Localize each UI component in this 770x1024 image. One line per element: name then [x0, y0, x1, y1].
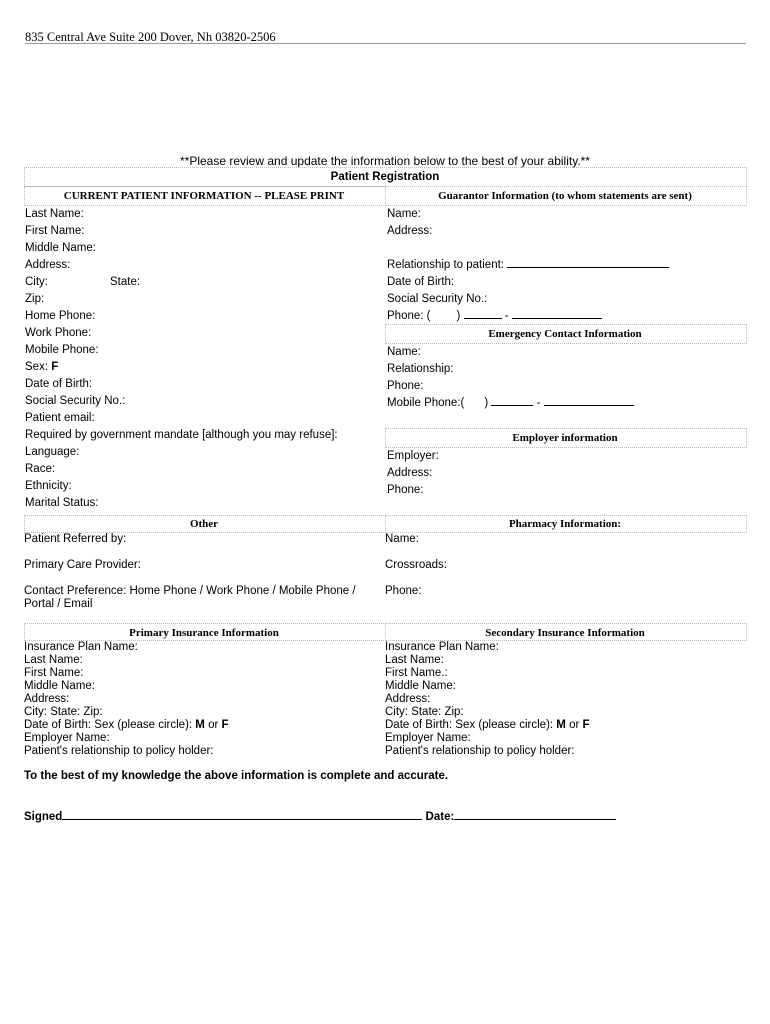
employer-address[interactable]: Address: — [387, 467, 433, 479]
emergency-relationship[interactable]: Relationship: — [387, 363, 454, 375]
patient-ethnicity[interactable]: Ethnicity: — [25, 480, 72, 492]
government-mandate-note: Required by government mandate [although you may refuse]: — [25, 429, 338, 441]
primary-dob-sex[interactable]: Date of Birth: Sex (please circle): — [24, 719, 193, 731]
emergency-mobile-label: Mobile Phone:( — [387, 397, 465, 409]
patient-dob[interactable]: Date of Birth: — [25, 378, 93, 390]
employer-name[interactable]: Employer: — [387, 450, 439, 462]
emergency-name[interactable]: Name: — [387, 346, 421, 358]
other-heading: Other — [189, 518, 219, 530]
practice-address: 835 Central Ave Suite 200 Dover, Nh 03820-2506 — [25, 30, 276, 44]
guarantor-phone-number-line[interactable] — [512, 308, 602, 319]
emergency-heading: Emergency Contact Information — [488, 328, 642, 340]
patient-last-name[interactable]: Last Name: — [25, 208, 84, 220]
primary-middle-name[interactable]: Middle Name: — [24, 680, 95, 692]
pharmacy-heading: Pharmacy Information: — [508, 518, 622, 530]
patient-ssn[interactable]: Social Security No.: — [25, 395, 126, 407]
secondary-sex-or: or — [569, 719, 580, 731]
patient-state[interactable]: State: — [110, 276, 141, 288]
signature-line[interactable] — [62, 808, 422, 820]
patient-email[interactable]: Patient email: — [25, 412, 95, 424]
pharmacy-phone[interactable]: Phone: — [385, 585, 422, 597]
patient-mobile-phone[interactable]: Mobile Phone: — [25, 344, 99, 356]
secondary-city-state-zip[interactable]: City: State: Zip: — [385, 706, 464, 718]
primary-plan-name[interactable]: Insurance Plan Name: — [24, 641, 138, 653]
secondary-sex-f[interactable]: F — [582, 719, 590, 731]
patient-sex-label: Sex: — [25, 361, 49, 373]
attestation-statement: To the best of my knowledge the above information is complete and accurate. — [24, 770, 449, 782]
secondary-address[interactable]: Address: — [385, 693, 431, 705]
primary-first-name[interactable]: First Name: — [24, 667, 84, 679]
secondary-middle-name[interactable]: Middle Name: — [385, 680, 456, 692]
guarantor-address[interactable]: Address: — [387, 225, 433, 237]
patient-city[interactable]: City: — [25, 276, 48, 288]
guarantor-phone-dash: - — [504, 310, 509, 322]
signature-row — [24, 808, 616, 823]
patient-language[interactable]: Language: — [25, 446, 80, 458]
primary-employer[interactable]: Employer Name: — [24, 732, 110, 744]
patient-home-phone[interactable]: Home Phone: — [25, 310, 96, 322]
primary-city-state-zip[interactable]: City: State: Zip: — [24, 706, 103, 718]
patient-city-state-row — [25, 274, 338, 291]
emergency-phone[interactable]: Phone: — [387, 380, 424, 392]
patient-work-phone[interactable]: Work Phone: — [25, 327, 92, 339]
header-divider — [25, 43, 746, 44]
patient-middle-name[interactable]: Middle Name: — [25, 242, 96, 254]
emergency-mobile-dash: - — [536, 397, 541, 409]
emergency-mobile-paren: ) — [484, 397, 489, 409]
pharmacy-crossroads[interactable]: Crossroads: — [385, 559, 447, 571]
secondary-insurance-heading: Secondary Insurance Information — [485, 627, 645, 639]
primary-sex-or: or — [208, 719, 219, 731]
guarantor-ssn[interactable]: Social Security No.: — [387, 293, 488, 305]
employer-phone[interactable]: Phone: — [387, 484, 424, 496]
primary-relationship[interactable]: Patient's relationship to policy holder: — [24, 745, 214, 757]
secondary-last-name[interactable]: Last Name: — [385, 654, 444, 666]
guarantor-phone-prefix-line[interactable] — [464, 308, 502, 319]
guarantor-relationship-line[interactable] — [507, 257, 669, 268]
primary-last-name[interactable]: Last Name: — [24, 654, 83, 666]
primary-address[interactable]: Address: — [24, 693, 70, 705]
contact-preference-line2[interactable]: Portal / Email — [24, 598, 93, 610]
patient-marital-status[interactable]: Marital Status: — [25, 497, 99, 509]
patient-race[interactable]: Race: — [25, 463, 56, 475]
primary-sex-m[interactable]: M — [195, 719, 205, 731]
emergency-mobile-number-line[interactable] — [544, 395, 634, 406]
guarantor-relationship-row — [387, 257, 669, 274]
signed-label: Signed — [24, 811, 63, 823]
secondary-dob-sex[interactable]: Date of Birth: Sex (please circle): — [385, 719, 554, 731]
emergency-mobile-prefix-line[interactable] — [491, 395, 533, 406]
patient-first-name[interactable]: First Name: — [25, 225, 85, 237]
pharmacy-name[interactable]: Name: — [385, 533, 419, 545]
primary-care-provider[interactable]: Primary Care Provider: — [24, 559, 141, 571]
patient-zip[interactable]: Zip: — [25, 293, 45, 305]
secondary-first-name[interactable]: First Name.: — [385, 667, 448, 679]
secondary-plan-name[interactable]: Insurance Plan Name: — [385, 641, 499, 653]
secondary-dob-sex-row — [385, 719, 590, 732]
date-line[interactable] — [454, 808, 616, 820]
employer-heading: Employer information — [512, 432, 618, 444]
contact-preference-line1[interactable]: Contact Preference: Home Phone / Work Phone / Mobile Phone / — [24, 585, 356, 597]
secondary-employer[interactable]: Employer Name: — [385, 732, 471, 744]
guarantor-heading: Guarantor Information (to whom statements are sent) — [438, 190, 692, 202]
form-title: Patient Registration — [330, 171, 440, 183]
primary-sex-f[interactable]: F — [221, 719, 229, 731]
guarantor-phone-label: Phone: ( — [387, 310, 431, 322]
patient-address[interactable]: Address: — [25, 259, 71, 271]
guarantor-phone-row — [387, 308, 669, 325]
referred-by[interactable]: Patient Referred by: — [24, 533, 127, 545]
date-label: Date: — [425, 811, 455, 823]
secondary-sex-m[interactable]: M — [556, 719, 566, 731]
guarantor-dob[interactable]: Date of Birth: — [387, 276, 455, 288]
primary-insurance-heading: Primary Insurance Information — [129, 627, 279, 639]
patient-sex-value[interactable]: F — [51, 361, 59, 373]
guarantor-phone-paren: ) — [456, 310, 461, 322]
intro-text: **Please review and update the information below to the best of your ability.** — [179, 154, 591, 168]
guarantor-name[interactable]: Name: — [387, 208, 421, 220]
secondary-relationship[interactable]: Patient's relationship to policy holder: — [385, 745, 575, 757]
emergency-mobile-row — [387, 395, 634, 412]
guarantor-relationship[interactable]: Relationship to patient: — [387, 259, 504, 271]
patient-sex-row — [25, 359, 338, 376]
patient-heading: CURRENT PATIENT INFORMATION -- PLEASE PRINT — [63, 190, 345, 202]
primary-dob-sex-row — [24, 719, 229, 732]
